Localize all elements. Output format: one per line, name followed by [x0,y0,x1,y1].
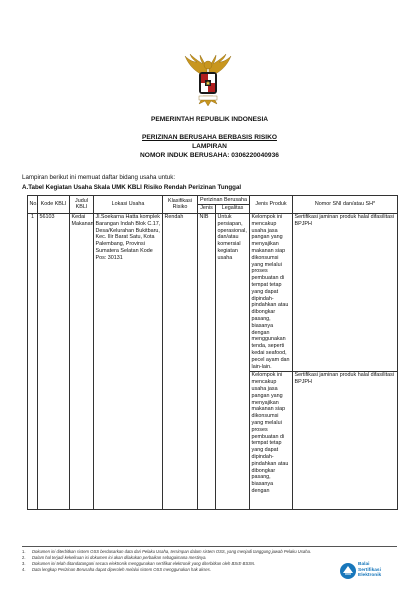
cell-kode: 56103 [38,213,70,509]
col-header-kode: Kode KBLI [38,196,70,214]
cell-no: 1 [28,213,38,509]
government-title: PEMERINTAH REPUBLIK INDONESIA [150,116,269,123]
footer-notes [22,549,332,573]
table-row [28,213,398,371]
cell-klasifikasi: Rendah [163,213,198,509]
cell-sni: Sertifikasi jaminan produk halal difasilitasi BPJPH [293,371,398,509]
col-header-lokasi: Lokasi Usaha [94,196,163,214]
col-header-no: No. [28,196,38,214]
note-item: 4. Data lengkap Perizinan Berusaha dapat diperoleh melalui sistem OSS menggunakan hak akses. [22,567,212,572]
cell-produk: Kelompok ini mencakup usaha jasa pangan yang menyajikan makanan siap dikonsumsi yang melalui proses pembuatan di tempat tetap yang dapat dipindah-pindahkan atau dibongkar pasang, biasanya dengan [250,371,293,509]
nib-number: NOMOR INDUK BERUSAHA: 0306220040936 [140,152,279,159]
col-header-klasifikasi: Klasifikasi Risiko [163,196,198,214]
note-item: 2. Dalam hal terjadi kekeliruan isi dokumen ini akan dilakukan perbaikan sebagaimana mestinya. [22,555,207,560]
col-header-perizinan: Perizinan Berusaha [198,196,250,205]
cell-produk: Kelompok ini mencakup usaha jasa pangan yang menyajikan makanan siap dikonsumsi yang melalui proses pembuatan di tempat tetap yang dapat dipindah-pindahkan atau dibongkar pasang, biasanya dengan menggunakan tenda, seperti kedai seafood, pecel ayam dan lain-lain. [250,213,293,371]
cell-judul: Kedai Makanan [70,213,94,509]
section-title: A.Tabel Kegiatan Usaha Skala UMK KBLI Risiko Rendah Perizinan Tunggal [22,184,242,191]
col-header-jenis: Jenis [198,204,216,213]
cell-sni: Sertifikasi jaminan produk halal difasilitasi BPJPH [293,213,398,371]
intro-text: Lampiran berikut ini memuat daftar bidang usaha untuk: [22,174,176,181]
cell-jenis-izin: NIB [198,213,216,509]
bsre-logo-text: Balai Sertifikasi Elektronik [358,562,382,579]
garuda-emblem-icon [179,52,237,108]
cell-legalitas: Untuk persiapan, operasional, dan/atau komersial kegiatan usaha [216,213,250,509]
col-header-judul: Judul KBLI [70,196,94,214]
footer-divider [22,546,397,547]
col-header-produk: Jenis Produk [250,196,293,214]
note-item: 1. Dokumen ini diterbitkan sistem OSS berdasarkan data dari Pelaku Usaha, tersimpan dalam sistem OSS, yang menjadi tanggung jawab Pelaku Usaha. [22,549,312,554]
col-header-sni: Nomor SNI dan/atau SH* [293,196,398,214]
note-item: 3. Dokumen ini telah ditandatangani secara elektronik menggunakan sertifikat elektronik yang diterbitkan oleh BSrE-BSSN. [22,561,256,566]
document-title: PERIZINAN BERUSAHA BERBASIS RISIKO [142,134,277,141]
col-header-legalitas: Legalitas [216,204,250,213]
attachment-label: LAMPIRAN [192,143,227,150]
kbli-table [27,195,398,510]
cell-lokasi: Jl.Soekarna Hatta komplek Barangan Indah Blok C.17, Desa/Kelurahan Bukitbaru, Kec. Ilir Barat Satu, Kota Palembang, Provinsi Sumatera Selatan Kode Pos: 30131 [94,213,163,509]
